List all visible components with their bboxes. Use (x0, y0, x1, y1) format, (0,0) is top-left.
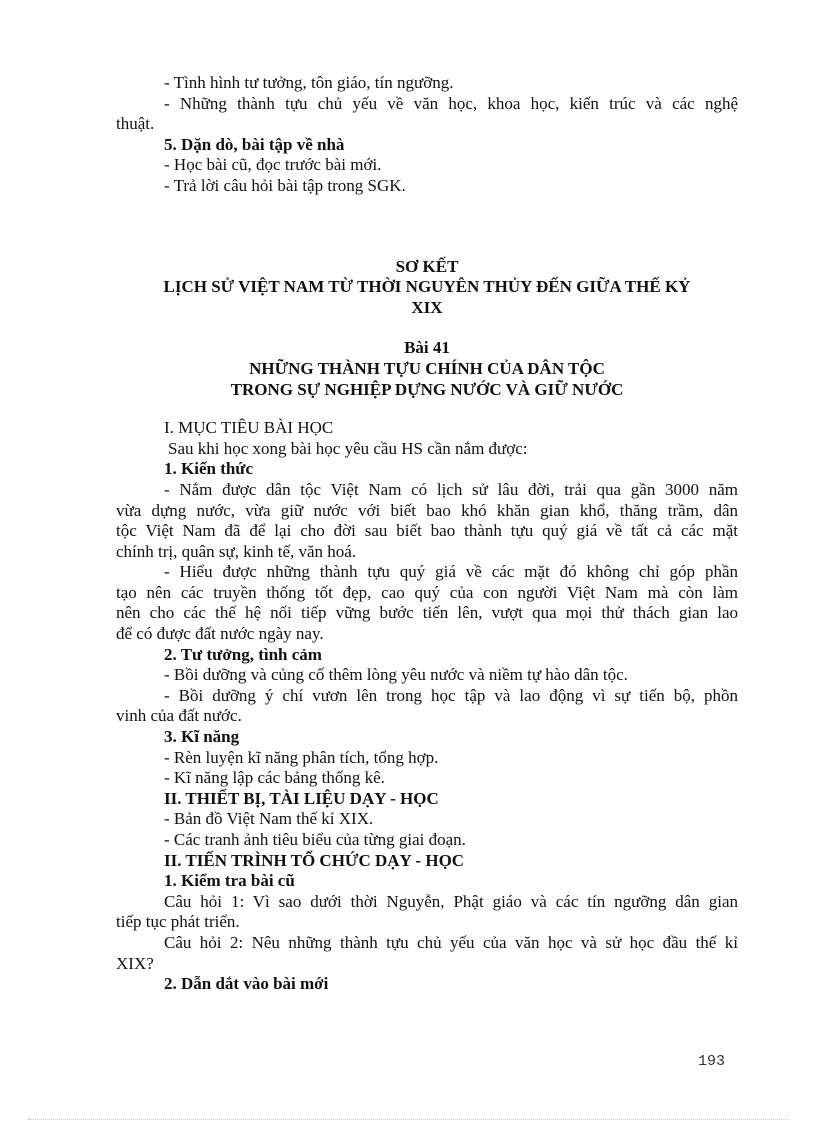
section-heading: II. THIẾT BỊ, TÀI LIỆU DẠY - HỌC (164, 788, 439, 808)
text-line: vinh của đất nước. (116, 706, 242, 726)
lesson-number: Bài 41 (404, 338, 450, 358)
page-number: 193 (698, 1053, 726, 1070)
subsection-heading: 2. Dẫn dắt vào bài mới (164, 974, 329, 994)
text-line: thuật. (116, 114, 155, 134)
text-line: nên cho các thế hệ nối tiếp vững bước tiến lên, vượt qua mọi thử thách gian lao (116, 603, 738, 623)
text-line: - Kĩ năng lập các bảng thống kê. (164, 768, 385, 788)
spacer (116, 400, 738, 418)
text-line: XIX? (116, 953, 154, 973)
text-line: - Tình hình tư tưởng, tôn giáo, tín ngưỡng. (164, 73, 454, 92)
lesson-title: NHỮNG THÀNH TỰU CHÍNH CỦA DÂN TỘC (249, 358, 605, 378)
section-heading: II. TIẾN TRÌNH TỔ CHỨC DẠY - HỌC (164, 850, 465, 870)
section-title: XIX (411, 297, 443, 317)
text-line: Sau khi học xong bài học yêu cầu HS cần nắm được: (168, 438, 528, 458)
subsection-heading: 2. Tư tưởng, tình cảm (164, 644, 322, 664)
text-line: tiếp tục phát triển. (116, 912, 240, 932)
spacer (116, 197, 738, 257)
text-line: Câu hỏi 2: Nêu những thành tựu chủ yếu của văn học và sử học đầu thế kỉ (164, 932, 738, 952)
spacer (116, 318, 738, 338)
text-line: tộc Việt Nam đã để lại cho đời sau biết bao thành tựu quý giá về tất cả các mặt (116, 521, 738, 541)
page-bottom-divider (28, 1119, 788, 1120)
text-line: Câu hỏi 1: Vì sao dưới thời Nguyễn, Phật giáo và các tín ngưỡng dân gian (164, 891, 738, 911)
section-title: SƠ KẾT (395, 256, 459, 276)
text-line: - Rèn luyện kĩ năng phân tích, tổng hợp. (164, 747, 439, 767)
text-line: tạo nên các truyền thống tốt đẹp, cao quý của con người Việt Nam mà còn làm (116, 582, 738, 602)
text-line: - Trả lời câu hỏi bài tập trong SGK. (164, 175, 406, 195)
section-heading: 5. Dặn dò, bài tập về nhà (164, 134, 345, 154)
page-content (116, 73, 738, 995)
text-line: - Các tranh ảnh tiêu biểu của từng giai đoạn. (164, 830, 466, 849)
text-line: - Hiểu được những thành tựu quý giá về các mặt đó không chỉ góp phần (164, 562, 738, 582)
text-line: - Bồi dưỡng ý chí vươn lên trong học tập và lao động vì sự tiến bộ, phồn (164, 685, 738, 705)
text-line: vừa dựng nước, vừa giữ nước với biết bao khó khăn gian khổ, thăng trầm, dân (116, 500, 738, 520)
text-line: chính trị, quân sự, kinh tế, văn hoá. (116, 541, 357, 561)
text-line: - Những thành tựu chủ yếu về văn học, khoa học, kiến trúc và các nghệ (164, 93, 738, 113)
text-line: - Bồi dưỡng và củng cố thêm lòng yêu nước và niềm tự hào dân tộc. (164, 665, 628, 685)
subsection-heading: 3. Kĩ năng (164, 727, 240, 747)
subsection-heading: 1. Kiến thức (164, 459, 254, 479)
text-line: để có được đất nước ngày nay. (116, 624, 324, 644)
section-title: LỊCH SỬ VIỆT NAM TỪ THỜI NGUYÊN THỦY ĐẾN GIỮA THẾ KỶ (163, 277, 691, 297)
section-heading: I. MỤC TIÊU BÀI HỌC (164, 418, 334, 438)
subsection-heading: 1. Kiểm tra bài cũ (164, 871, 295, 891)
lesson-title: TRONG SỰ NGHIỆP DỰNG NƯỚC VÀ GIỮ NƯỚC (230, 379, 624, 399)
text-line: - Học bài cũ, đọc trước bài mới. (164, 155, 382, 175)
text-line: - Nắm được dân tộc Việt Nam có lịch sử lâu đời, trải qua gần 3000 năm (164, 479, 738, 499)
text-line: - Bản đồ Việt Nam thế kỉ XIX. (164, 809, 374, 829)
